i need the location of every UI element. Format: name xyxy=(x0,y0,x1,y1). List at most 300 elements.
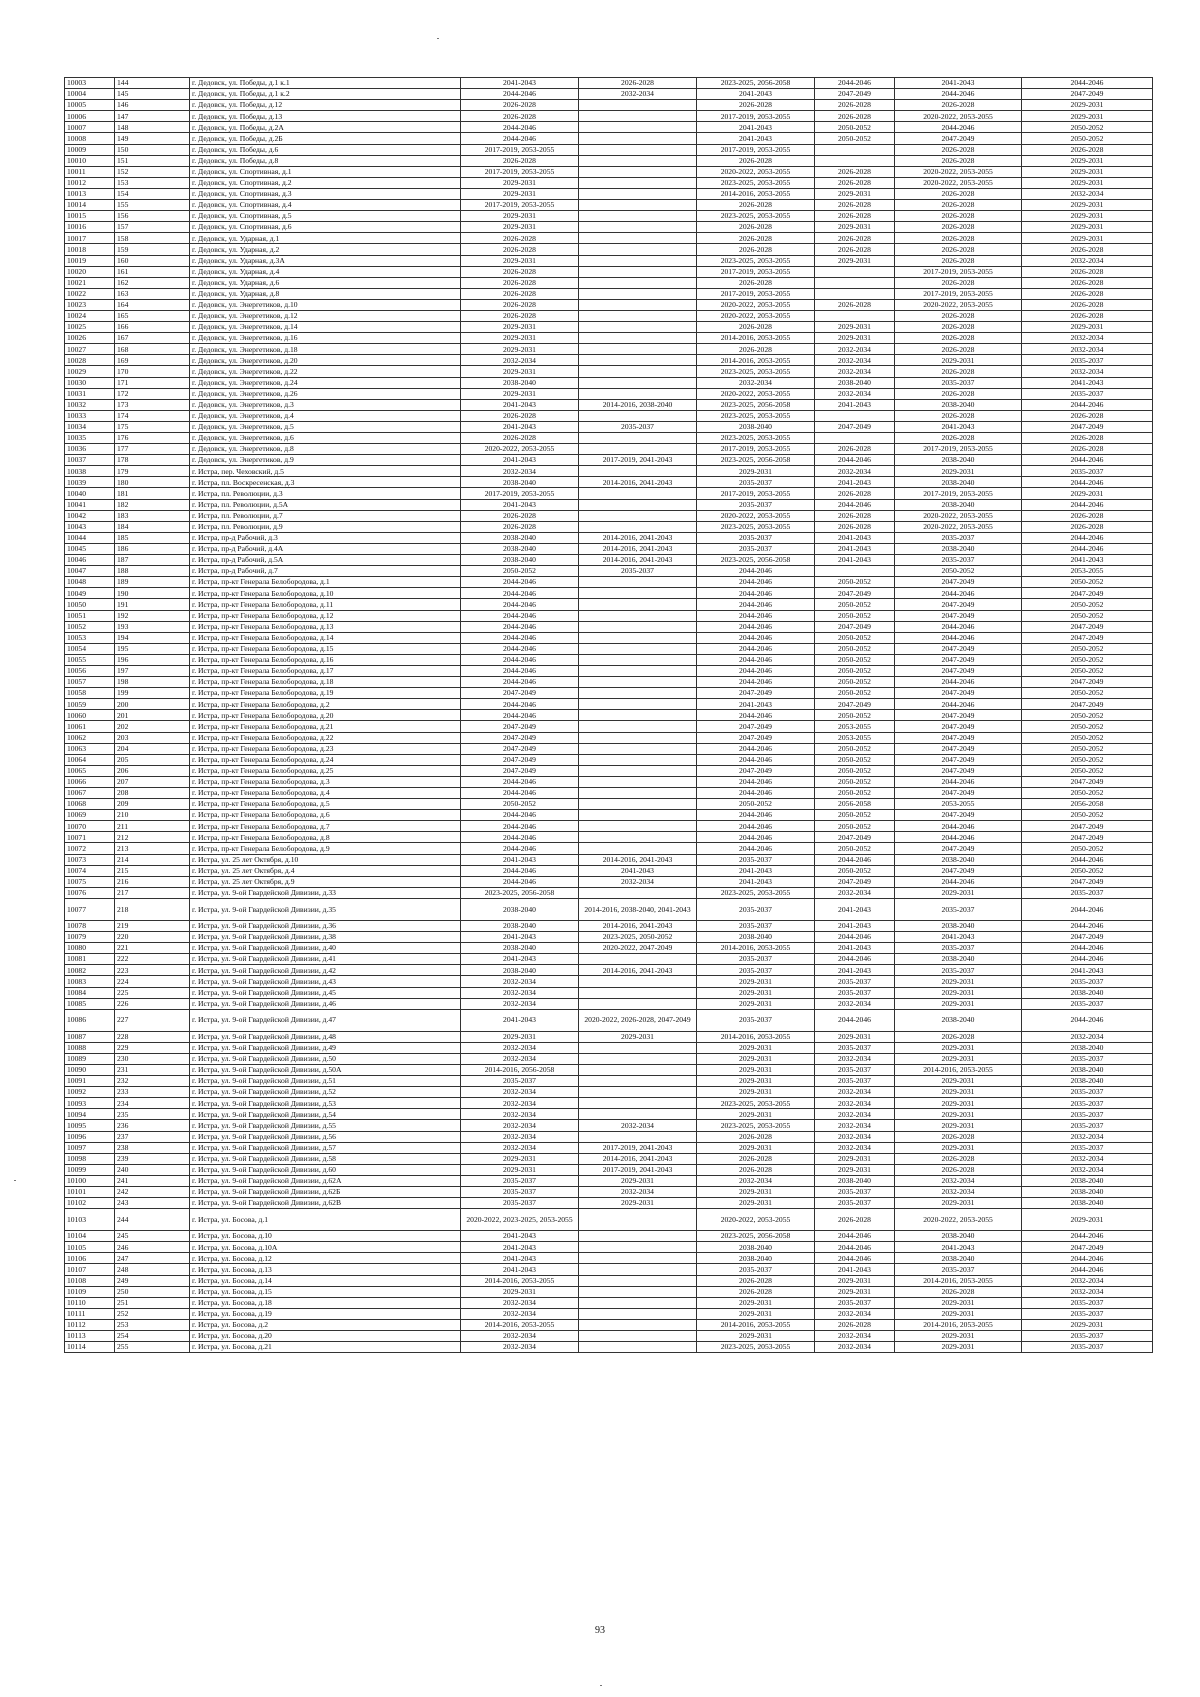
row-id-cell: 10052 xyxy=(65,621,115,632)
period-cell-6: 2029-2031 xyxy=(1022,1319,1153,1330)
address-cell: г. Дедовск, ул. Энергетиков, д.22 xyxy=(190,366,461,377)
period-cell-5: 2029-2031 xyxy=(895,1198,1022,1209)
period-cell-6: 2047-2049 xyxy=(1022,932,1153,943)
period-cell-4 xyxy=(815,310,895,321)
period-cell-5: 2026-2028 xyxy=(895,1164,1022,1175)
address-cell: г. Истра, ул. 9-ой Гвардейской Дивизии, д.58 xyxy=(190,1153,461,1164)
period-cell-1: 2041-2043 xyxy=(461,954,579,965)
address-cell: г. Дедовск, ул. Энергетиков, д.5 xyxy=(190,421,461,432)
period-cell-6: 2050-2052 xyxy=(1022,843,1153,854)
period-cell-4: 2032-2034 xyxy=(815,998,895,1009)
period-cell-4: 2029-2031 xyxy=(815,1286,895,1297)
address-cell: г. Истра, пр-кт Генерала Белобородова, д.4 xyxy=(190,788,461,799)
period-cell-4: 2035-2037 xyxy=(815,1064,895,1075)
period-cell-6: 2050-2052 xyxy=(1022,133,1153,144)
address-cell: г. Истра, ул. 9-ой Гвардейской Дивизии, д.46 xyxy=(190,998,461,1009)
period-cell-4 xyxy=(815,410,895,421)
period-cell-4: 2050-2052 xyxy=(815,810,895,821)
row-number-cell: 175 xyxy=(115,421,190,432)
period-cell-6: 2047-2049 xyxy=(1022,821,1153,832)
period-cell-3: 2044-2046 xyxy=(697,643,815,654)
period-cell-5: 2050-2052 xyxy=(895,566,1022,577)
address-cell: г. Истра, ул. 9-ой Гвардейской Дивизии, д.62Б xyxy=(190,1187,461,1198)
row-id-cell: 10101 xyxy=(65,1187,115,1198)
period-cell-2 xyxy=(579,222,697,233)
period-cell-5: 2026-2028 xyxy=(895,1031,1022,1042)
period-cell-4: 2044-2046 xyxy=(815,954,895,965)
row-number-cell: 246 xyxy=(115,1242,190,1253)
table-row xyxy=(65,477,1153,488)
period-cell-4: 2032-2034 xyxy=(815,1142,895,1153)
address-cell: г. Истра, ул. 9-ой Гвардейской Дивизии, д.40 xyxy=(190,943,461,954)
row-id-cell: 10019 xyxy=(65,255,115,266)
period-cell-5: 2026-2028 xyxy=(895,244,1022,255)
address-cell: г. Истра, ул. 9-ой Гвардейской Дивизии, д.52 xyxy=(190,1087,461,1098)
period-cell-2 xyxy=(579,610,697,621)
period-cell-1: 2029-2031 xyxy=(461,344,579,355)
period-cell-6: 2047-2049 xyxy=(1022,1242,1153,1253)
table-row xyxy=(65,1009,1153,1031)
period-cell-4: 2050-2052 xyxy=(815,865,895,876)
period-cell-2 xyxy=(579,211,697,222)
table-row xyxy=(65,699,1153,710)
period-cell-6: 2035-2037 xyxy=(1022,1087,1153,1098)
period-cell-6: 2047-2049 xyxy=(1022,832,1153,843)
row-id-cell: 10021 xyxy=(65,277,115,288)
table-body xyxy=(65,78,1153,1353)
row-id-cell: 10051 xyxy=(65,610,115,621)
row-id-cell: 10086 xyxy=(65,1009,115,1031)
period-cell-1: 2038-2040 xyxy=(461,920,579,931)
period-cell-6: 2050-2052 xyxy=(1022,599,1153,610)
address-cell: г. Истра, ул. 9-ой Гвардейской Дивизии, д.50 xyxy=(190,1053,461,1064)
period-cell-2 xyxy=(579,333,697,344)
period-cell-6: 2047-2049 xyxy=(1022,632,1153,643)
row-number-cell: 161 xyxy=(115,266,190,277)
period-cell-3: 2017-2019, 2053-2055 xyxy=(697,266,815,277)
period-cell-4: 2032-2034 xyxy=(815,355,895,366)
period-cell-6: 2029-2031 xyxy=(1022,1209,1153,1231)
period-cell-4 xyxy=(815,566,895,577)
period-cell-5: 2026-2028 xyxy=(895,433,1022,444)
period-cell-3: 2026-2028 xyxy=(697,222,815,233)
period-cell-6: 2044-2046 xyxy=(1022,399,1153,410)
row-number-cell: 200 xyxy=(115,699,190,710)
period-cell-1: 2044-2046 xyxy=(461,89,579,100)
period-cell-6: 2035-2037 xyxy=(1022,1342,1153,1353)
period-cell-4: 2041-2043 xyxy=(815,555,895,566)
row-number-cell: 241 xyxy=(115,1175,190,1186)
row-id-cell: 10042 xyxy=(65,510,115,521)
row-number-cell: 148 xyxy=(115,122,190,133)
period-cell-5: 2047-2049 xyxy=(895,665,1022,676)
row-number-cell: 181 xyxy=(115,488,190,499)
period-cell-3: 2029-2031 xyxy=(697,466,815,477)
address-cell: г. Истра, ул. 9-ой Гвардейской Дивизии, д.56 xyxy=(190,1131,461,1142)
table-row xyxy=(65,743,1153,754)
address-cell: г. Дедовск, ул. Спортивная, д.5 xyxy=(190,211,461,222)
period-cell-4: 2050-2052 xyxy=(815,743,895,754)
period-cell-2: 2032-2034 xyxy=(579,1120,697,1131)
period-cell-5: 2047-2049 xyxy=(895,710,1022,721)
row-id-cell: 10089 xyxy=(65,1053,115,1064)
period-cell-1: 2026-2028 xyxy=(461,155,579,166)
period-cell-3: 2044-2046 xyxy=(697,632,815,643)
table-row xyxy=(65,632,1153,643)
row-number-cell: 234 xyxy=(115,1098,190,1109)
row-id-cell: 10088 xyxy=(65,1042,115,1053)
period-cell-3: 2035-2037 xyxy=(697,477,815,488)
period-cell-2: 2014-2016, 2041-2043 xyxy=(579,477,697,488)
period-cell-3: 2023-2025, 2053-2055 xyxy=(697,410,815,421)
period-cell-5: 2026-2028 xyxy=(895,188,1022,199)
period-cell-4: 2047-2049 xyxy=(815,621,895,632)
row-number-cell: 183 xyxy=(115,510,190,521)
table-row xyxy=(65,433,1153,444)
address-cell: г. Истра, ул. 9-ой Гвардейской Дивизии, д.38 xyxy=(190,932,461,943)
period-cell-6: 2044-2046 xyxy=(1022,854,1153,865)
period-cell-2 xyxy=(579,1109,697,1120)
row-id-cell: 10054 xyxy=(65,643,115,654)
period-cell-3: 2023-2025, 2053-2055 xyxy=(697,887,815,898)
table-row xyxy=(65,1331,1153,1342)
period-cell-1: 2041-2043 xyxy=(461,854,579,865)
period-cell-2 xyxy=(579,1342,697,1353)
period-cell-5: 2029-2031 xyxy=(895,976,1022,987)
period-cell-5: 2026-2028 xyxy=(895,410,1022,421)
period-cell-6: 2035-2037 xyxy=(1022,1331,1153,1342)
table-row xyxy=(65,166,1153,177)
row-number-cell: 159 xyxy=(115,244,190,255)
period-cell-2 xyxy=(579,355,697,366)
period-cell-5: 2044-2046 xyxy=(895,122,1022,133)
period-cell-4: 2044-2046 xyxy=(815,499,895,510)
period-cell-1: 2029-2031 xyxy=(461,255,579,266)
period-cell-2 xyxy=(579,599,697,610)
period-cell-3: 2029-2031 xyxy=(697,976,815,987)
period-cell-6: 2044-2046 xyxy=(1022,499,1153,510)
period-cell-3: 2029-2031 xyxy=(697,1042,815,1053)
period-cell-5: 2026-2028 xyxy=(895,255,1022,266)
period-cell-1: 2026-2028 xyxy=(461,288,579,299)
period-cell-3: 2041-2043 xyxy=(697,89,815,100)
period-cell-5: 2029-2031 xyxy=(895,1053,1022,1064)
period-cell-2 xyxy=(579,233,697,244)
period-cell-6: 2044-2046 xyxy=(1022,1264,1153,1275)
period-cell-4: 2041-2043 xyxy=(815,898,895,920)
period-cell-2 xyxy=(579,632,697,643)
period-cell-6: 2050-2052 xyxy=(1022,610,1153,621)
period-cell-5: 2017-2019, 2053-2055 xyxy=(895,488,1022,499)
row-id-cell: 10094 xyxy=(65,1109,115,1120)
table-row xyxy=(65,78,1153,89)
period-cell-1: 2032-2034 xyxy=(461,1120,579,1131)
period-cell-4: 2032-2034 xyxy=(815,466,895,477)
address-cell: г. Истра, пр-кт Генерала Белобородова, д.9 xyxy=(190,843,461,854)
period-cell-2 xyxy=(579,166,697,177)
period-cell-5: 2053-2055 xyxy=(895,799,1022,810)
address-cell: г. Истра, пр-кт Генерала Белобородова, д.19 xyxy=(190,688,461,699)
row-number-cell: 174 xyxy=(115,410,190,421)
period-cell-1: 2044-2046 xyxy=(461,810,579,821)
period-cell-4: 2035-2037 xyxy=(815,1042,895,1053)
period-cell-5: 2029-2031 xyxy=(895,1331,1022,1342)
period-cell-5: 2029-2031 xyxy=(895,1308,1022,1319)
period-cell-4: 2044-2046 xyxy=(815,78,895,89)
period-cell-5: 2047-2049 xyxy=(895,754,1022,765)
period-cell-3: 2017-2019, 2053-2055 xyxy=(697,111,815,122)
row-id-cell: 10072 xyxy=(65,843,115,854)
period-cell-1: 2044-2046 xyxy=(461,621,579,632)
period-cell-3: 2029-2031 xyxy=(697,1053,815,1064)
period-cell-4: 2050-2052 xyxy=(815,122,895,133)
period-cell-3: 2050-2052 xyxy=(697,799,815,810)
address-cell: г. Истра, ул. Босова, д.10 xyxy=(190,1231,461,1242)
row-number-cell: 194 xyxy=(115,632,190,643)
period-cell-5: 2029-2031 xyxy=(895,1076,1022,1087)
table-row xyxy=(65,122,1153,133)
period-cell-3: 2014-2016, 2053-2055 xyxy=(697,355,815,366)
row-id-cell: 10023 xyxy=(65,299,115,310)
table-row xyxy=(65,277,1153,288)
period-cell-1: 2035-2037 xyxy=(461,1187,579,1198)
period-cell-2 xyxy=(579,510,697,521)
period-cell-2 xyxy=(579,144,697,155)
period-cell-2 xyxy=(579,1087,697,1098)
period-cell-6: 2044-2046 xyxy=(1022,1009,1153,1031)
address-cell: г. Истра, ул. Босова, д.15 xyxy=(190,1286,461,1297)
period-cell-5: 2035-2037 xyxy=(895,377,1022,388)
table-row xyxy=(65,211,1153,222)
address-cell: г. Истра, пр-кт Генерала Белобородова, д.10 xyxy=(190,588,461,599)
period-cell-1: 2041-2043 xyxy=(461,932,579,943)
table-row xyxy=(65,388,1153,399)
period-cell-6: 2047-2049 xyxy=(1022,621,1153,632)
period-cell-5: 2029-2031 xyxy=(895,466,1022,477)
period-cell-2 xyxy=(579,732,697,743)
address-cell: г. Истра, пр-д Рабочий, д.7 xyxy=(190,566,461,577)
row-number-cell: 249 xyxy=(115,1275,190,1286)
period-cell-3: 2035-2037 xyxy=(697,898,815,920)
period-cell-1: 2047-2049 xyxy=(461,743,579,754)
scan-speck xyxy=(600,1685,602,1686)
row-number-cell: 193 xyxy=(115,621,190,632)
address-cell: г. Истра, пр-кт Генерала Белобородова, д.20 xyxy=(190,710,461,721)
period-cell-4: 2041-2043 xyxy=(815,477,895,488)
row-id-cell: 10070 xyxy=(65,821,115,832)
row-number-cell: 206 xyxy=(115,765,190,776)
address-cell: г. Истра, пр-кт Генерала Белобородова, д.7 xyxy=(190,821,461,832)
period-cell-1: 2029-2031 xyxy=(461,177,579,188)
address-cell: г. Истра, пр-кт Генерала Белобородова, д.12 xyxy=(190,610,461,621)
table-row xyxy=(65,222,1153,233)
period-cell-2 xyxy=(579,754,697,765)
period-cell-3: 2017-2019, 2053-2055 xyxy=(697,488,815,499)
period-cell-4: 2047-2049 xyxy=(815,699,895,710)
period-cell-2: 2032-2034 xyxy=(579,876,697,887)
period-cell-1: 2041-2043 xyxy=(461,1253,579,1264)
period-cell-6: 2035-2037 xyxy=(1022,1308,1153,1319)
period-cell-3: 2044-2046 xyxy=(697,566,815,577)
row-id-cell: 10044 xyxy=(65,532,115,543)
period-cell-1: 2038-2040 xyxy=(461,898,579,920)
period-cell-6: 2050-2052 xyxy=(1022,577,1153,588)
period-cell-2 xyxy=(579,987,697,998)
table-row xyxy=(65,932,1153,943)
period-cell-2 xyxy=(579,688,697,699)
period-cell-6: 2053-2055 xyxy=(1022,566,1153,577)
period-cell-6: 2041-2043 xyxy=(1022,965,1153,976)
period-cell-4: 2026-2028 xyxy=(815,211,895,222)
period-cell-5: 2044-2046 xyxy=(895,677,1022,688)
period-cell-5: 2026-2028 xyxy=(895,344,1022,355)
period-cell-4: 2044-2046 xyxy=(815,455,895,466)
period-cell-1: 2029-2031 xyxy=(461,211,579,222)
period-cell-3: 2023-2025, 2056-2058 xyxy=(697,78,815,89)
period-cell-5: 2038-2040 xyxy=(895,854,1022,865)
period-cell-5: 2047-2049 xyxy=(895,610,1022,621)
period-cell-6: 2047-2049 xyxy=(1022,699,1153,710)
period-cell-1: 2020-2022, 2053-2055 xyxy=(461,444,579,455)
period-cell-3: 2047-2049 xyxy=(697,688,815,699)
address-cell: г. Истра, пл. Воскресенская, д.3 xyxy=(190,477,461,488)
address-cell: г. Истра, ул. Босова, д.2 xyxy=(190,1319,461,1330)
period-cell-6: 2026-2028 xyxy=(1022,277,1153,288)
period-cell-1: 2044-2046 xyxy=(461,776,579,787)
period-cell-3: 2035-2037 xyxy=(697,965,815,976)
table-row xyxy=(65,100,1153,111)
period-cell-1: 2014-2016, 2053-2055 xyxy=(461,1319,579,1330)
row-id-cell: 10078 xyxy=(65,920,115,931)
row-number-cell: 231 xyxy=(115,1064,190,1075)
row-id-cell: 10056 xyxy=(65,665,115,676)
period-cell-6: 2044-2046 xyxy=(1022,455,1153,466)
period-cell-1: 2041-2043 xyxy=(461,1009,579,1031)
row-id-cell: 10027 xyxy=(65,344,115,355)
capital-repair-schedule-table xyxy=(64,77,1153,1353)
period-cell-5: 2047-2049 xyxy=(895,654,1022,665)
period-cell-1: 2047-2049 xyxy=(461,721,579,732)
row-id-cell: 10012 xyxy=(65,177,115,188)
table-row xyxy=(65,377,1153,388)
period-cell-1: 2044-2046 xyxy=(461,665,579,676)
period-cell-4: 2029-2031 xyxy=(815,333,895,344)
period-cell-2: 2017-2019, 2041-2043 xyxy=(579,1164,697,1175)
period-cell-5: 2047-2049 xyxy=(895,810,1022,821)
period-cell-2 xyxy=(579,1242,697,1253)
row-number-cell: 192 xyxy=(115,610,190,621)
period-cell-1: 2038-2040 xyxy=(461,532,579,543)
period-cell-2: 2029-2031 xyxy=(579,1175,697,1186)
address-cell: г. Истра, ул. 9-ой Гвардейской Дивизии, д.42 xyxy=(190,965,461,976)
period-cell-4: 2026-2028 xyxy=(815,1209,895,1231)
period-cell-1: 2032-2034 xyxy=(461,466,579,477)
period-cell-2: 2020-2022, 2026-2028, 2047-2049 xyxy=(579,1009,697,1031)
row-number-cell: 160 xyxy=(115,255,190,266)
period-cell-1: 2026-2028 xyxy=(461,100,579,111)
period-cell-3: 2041-2043 xyxy=(697,876,815,887)
table-row xyxy=(65,1120,1153,1131)
period-cell-5: 2029-2031 xyxy=(895,1342,1022,1353)
table-row xyxy=(65,1053,1153,1064)
period-cell-2 xyxy=(579,488,697,499)
row-number-cell: 162 xyxy=(115,277,190,288)
row-id-cell: 10097 xyxy=(65,1142,115,1153)
period-cell-4 xyxy=(815,433,895,444)
period-cell-3: 2023-2025, 2056-2058 xyxy=(697,1231,815,1242)
table-row xyxy=(65,344,1153,355)
period-cell-6: 2029-2031 xyxy=(1022,233,1153,244)
period-cell-6: 2029-2031 xyxy=(1022,200,1153,211)
row-id-cell: 10048 xyxy=(65,577,115,588)
period-cell-2: 2014-2016, 2041-2043 xyxy=(579,543,697,554)
period-cell-2 xyxy=(579,111,697,122)
address-cell: г. Дедовск, ул. Спортивная, д.6 xyxy=(190,222,461,233)
table-row xyxy=(65,266,1153,277)
row-number-cell: 146 xyxy=(115,100,190,111)
period-cell-1: 2029-2031 xyxy=(461,188,579,199)
table-row xyxy=(65,865,1153,876)
period-cell-4: 2044-2046 xyxy=(815,1253,895,1264)
address-cell: г. Истра, пр-д Рабочий, д.4А xyxy=(190,543,461,554)
period-cell-1: 2038-2040 xyxy=(461,543,579,554)
period-cell-1: 2032-2034 xyxy=(461,1131,579,1142)
period-cell-4: 2041-2043 xyxy=(815,920,895,931)
address-cell: г. Дедовск, ул. Победы, д.1 к.2 xyxy=(190,89,461,100)
period-cell-3: 2026-2028 xyxy=(697,1286,815,1297)
period-cell-1: 2035-2037 xyxy=(461,1076,579,1087)
period-cell-6: 2035-2037 xyxy=(1022,1120,1153,1131)
address-cell: г. Истра, пр-кт Генерала Белобородова, д.14 xyxy=(190,632,461,643)
row-number-cell: 248 xyxy=(115,1264,190,1275)
period-cell-1: 2032-2034 xyxy=(461,976,579,987)
period-cell-5: 2026-2028 xyxy=(895,310,1022,321)
period-cell-6: 2035-2037 xyxy=(1022,1098,1153,1109)
period-cell-1: 2044-2046 xyxy=(461,876,579,887)
row-number-cell: 237 xyxy=(115,1131,190,1142)
row-id-cell: 10005 xyxy=(65,100,115,111)
row-id-cell: 10080 xyxy=(65,943,115,954)
row-id-cell: 10111 xyxy=(65,1308,115,1319)
period-cell-2 xyxy=(579,765,697,776)
period-cell-2 xyxy=(579,433,697,444)
period-cell-5: 2026-2028 xyxy=(895,366,1022,377)
row-id-cell: 10046 xyxy=(65,555,115,566)
table-row xyxy=(65,832,1153,843)
period-cell-1: 2032-2034 xyxy=(461,1042,579,1053)
period-cell-6: 2044-2046 xyxy=(1022,543,1153,554)
period-cell-5: 2038-2040 xyxy=(895,1009,1022,1031)
period-cell-6: 2047-2049 xyxy=(1022,588,1153,599)
period-cell-3: 2023-2025, 2053-2055 xyxy=(697,521,815,532)
period-cell-6: 2050-2052 xyxy=(1022,721,1153,732)
row-number-cell: 170 xyxy=(115,366,190,377)
address-cell: г. Истра, пр-кт Генерала Белобородова, д.6 xyxy=(190,810,461,821)
period-cell-6: 2047-2049 xyxy=(1022,776,1153,787)
period-cell-3: 2047-2049 xyxy=(697,732,815,743)
period-cell-1: 2041-2043 xyxy=(461,399,579,410)
table-row xyxy=(65,1253,1153,1264)
period-cell-2 xyxy=(579,344,697,355)
period-cell-2: 2023-2025, 2050-2052 xyxy=(579,932,697,943)
period-cell-2 xyxy=(579,1209,697,1231)
row-id-cell: 10068 xyxy=(65,799,115,810)
row-number-cell: 179 xyxy=(115,466,190,477)
period-cell-4: 2026-2028 xyxy=(815,100,895,111)
row-number-cell: 147 xyxy=(115,111,190,122)
period-cell-4: 2053-2055 xyxy=(815,732,895,743)
period-cell-4: 2032-2034 xyxy=(815,1342,895,1353)
